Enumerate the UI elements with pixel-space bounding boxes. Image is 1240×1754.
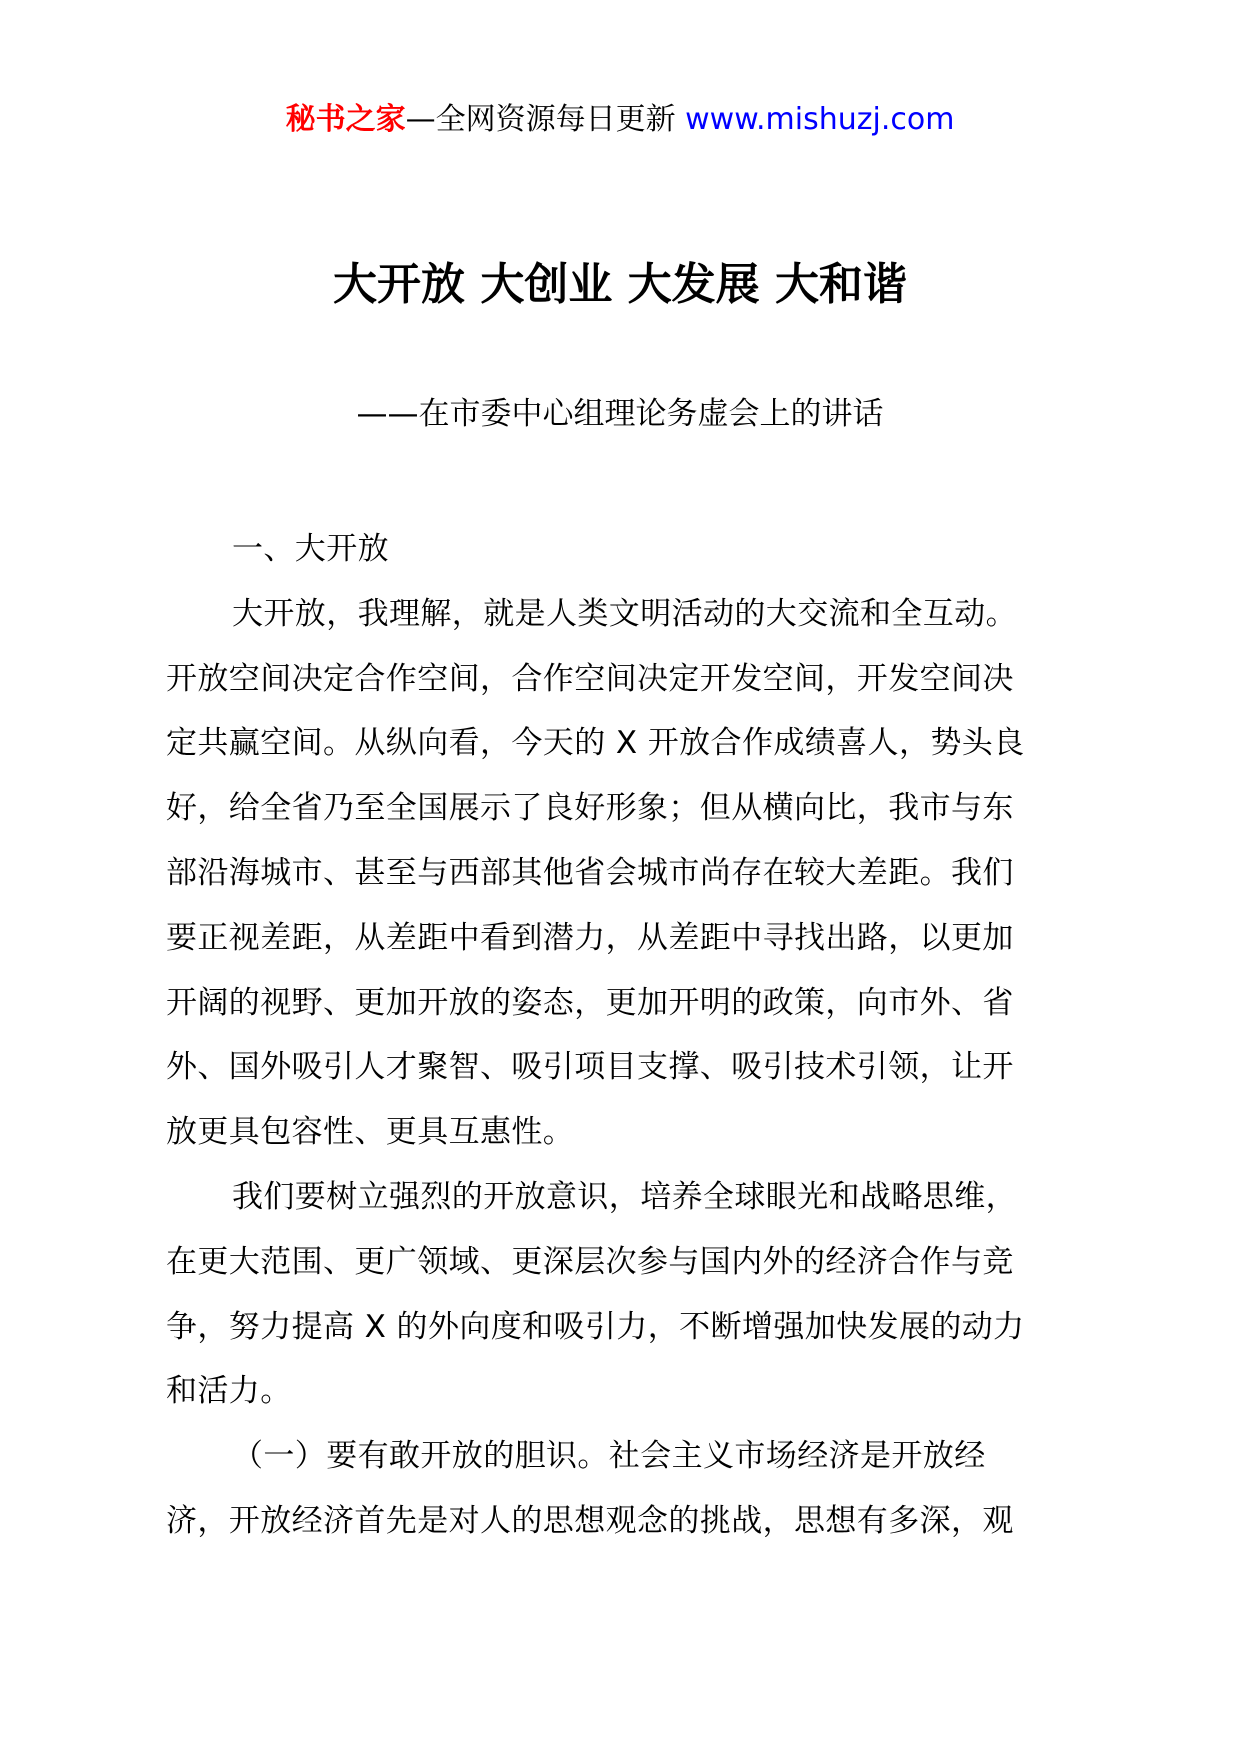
paragraph-line: 要正视差距，从差距中看到潜力，从差距中寻找出路，以更加 [166, 919, 1014, 956]
brand-name: 秘书之家 [285, 102, 406, 137]
document-subtitle: ——在市委中心组理论务虚会上的讲话 [356, 396, 884, 432]
section-heading: 一、大开放 [232, 531, 389, 567]
site-banner [0, 100, 1240, 140]
paragraph-line: 在更大范围、更广领域、更深层次参与国内外的经济合作与竞 [166, 1243, 1014, 1280]
paragraph-line: 部沿海城市、甚至与西部其他省会城市尚存在较大差距。我们 [166, 854, 1014, 891]
site-url-link[interactable]: www.mishuzj.com [685, 102, 955, 137]
paragraph-line: 和活力。 [166, 1373, 292, 1410]
subsection-heading-line: （一）要有敢开放的胆识。社会主义市场经济是开放经 [232, 1438, 986, 1475]
paragraph-line: 争，努力提高 X 的外向度和吸引力，不断增强加快发展的动力 [166, 1308, 1025, 1345]
document-body [166, 524, 1086, 1561]
paragraph-line: 放更具包容性、更具互惠性。 [166, 1114, 575, 1151]
document-title: 大开放 大创业 大发展 大和谐 [333, 259, 907, 310]
banner-tagline: —全网资源每日更新 [405, 102, 676, 137]
paragraph-line: 开阔的视野、更加开放的姿态，更加开明的政策，向市外、省 [166, 984, 1014, 1021]
paragraph-line: 我们要树立强烈的开放意识，培养全球眼光和战略思维， [232, 1178, 1017, 1215]
paragraph-line: 济，开放经济首先是对人的思想观念的挑战，思想有多深，观 [166, 1502, 1014, 1539]
paragraph-line: 定共赢空间。从纵向看，今天的 X 开放合作成绩喜人，势头良 [166, 725, 1025, 762]
paragraph-line: 外、国外吸引人才聚智、吸引项目支撑、吸引技术引领，让开 [166, 1049, 1014, 1086]
paragraph-line: 大开放，我理解，就是人类文明活动的大交流和全互动。 [232, 595, 1017, 632]
paragraph-line: 开放空间决定合作空间，合作空间决定开发空间，开发空间决 [166, 660, 1014, 697]
paragraph-line: 好，给全省乃至全国展示了良好形象；但从横向比，我市与东 [166, 790, 1014, 827]
